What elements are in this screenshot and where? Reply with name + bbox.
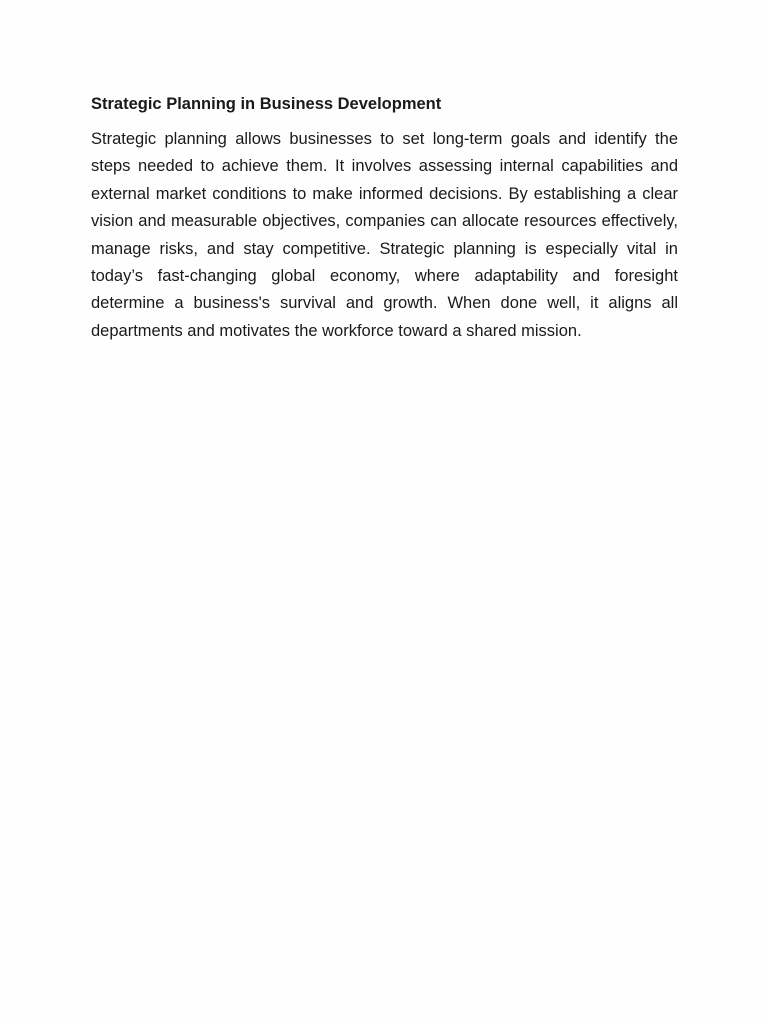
document-content (91, 92, 678, 345)
body-paragraph: Strategic planning allows businesses to set long-term goals and identify the steps needed to achieve them. It involves assessing internal capabilities and external market conditions to make informed decisions. By establishing a clear vision and measurable objectives, companies can allocate resources effectively, manage risks, and stay competitive. Strategic planning is especially vital in today’s fast-changing global economy, where adaptability and foresight determine a business's survival and growth. When done well, it aligns all departments and motivates the workforce toward a shared mission. (91, 130, 678, 340)
document-title: Strategic Planning in Business Development (91, 95, 442, 113)
